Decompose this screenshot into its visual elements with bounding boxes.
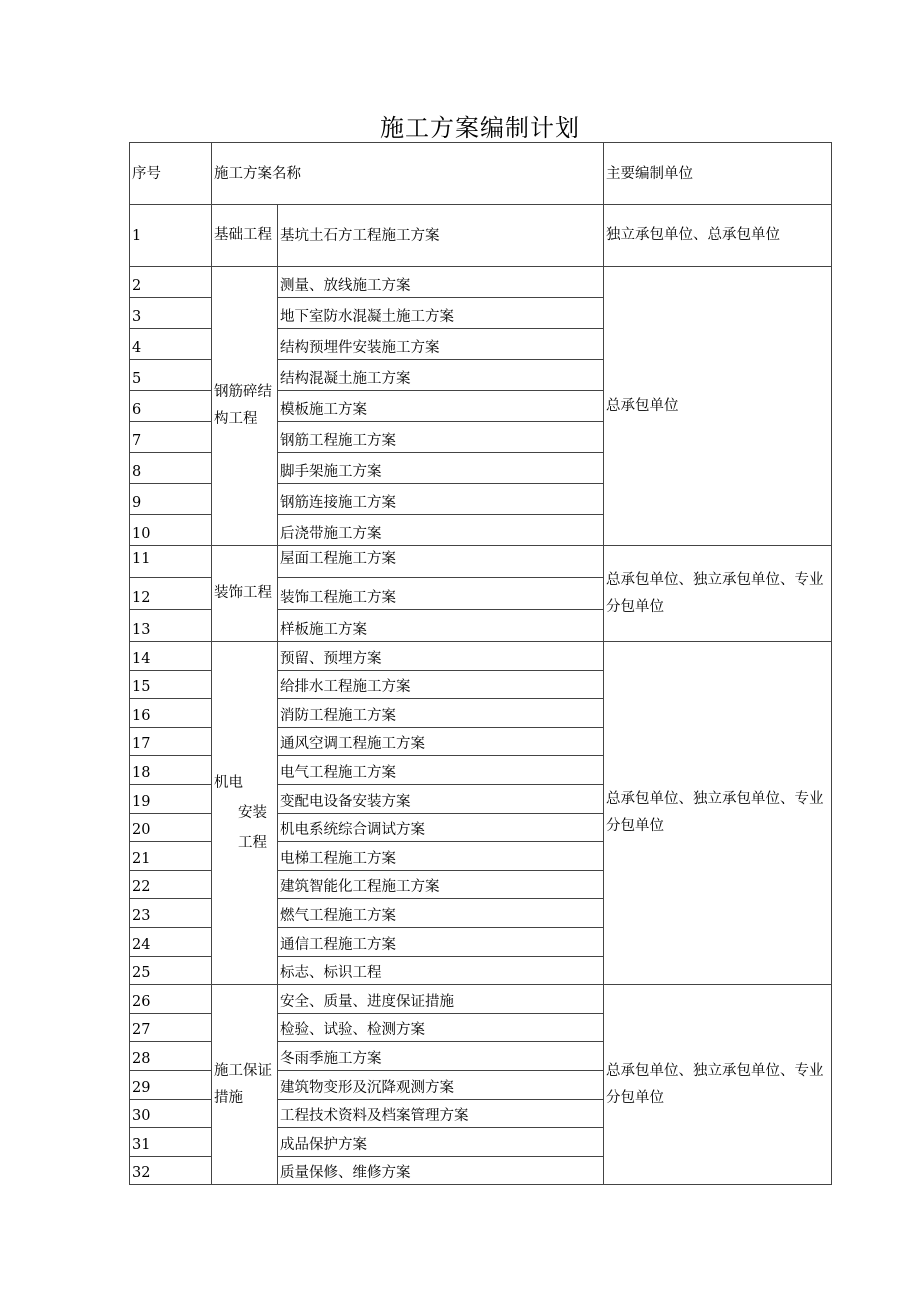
row-plan-name: 脚手架施工方案 — [278, 453, 604, 484]
table-row — [130, 642, 832, 671]
row-plan-name: 质量保修、维修方案 — [278, 1156, 604, 1185]
group-unit-decoration: 总承包单位、独立承包单位、专业分包单位 — [604, 546, 832, 642]
row-seq: 12 — [130, 578, 212, 610]
document-title: 施工方案编制计划 — [380, 114, 580, 142]
row-plan-name: 样板施工方案 — [278, 610, 604, 642]
row-plan-name: 消防工程施工方案 — [278, 699, 604, 728]
header-seq: 序号 — [130, 143, 212, 205]
row-seq: 27 — [130, 1013, 212, 1042]
row-plan-name: 电梯工程施工方案 — [278, 842, 604, 871]
row-seq: 1 — [130, 205, 212, 267]
table-row — [130, 267, 832, 298]
row-seq: 25 — [130, 956, 212, 985]
row-plan-name: 预留、预埋方案 — [278, 642, 604, 671]
table-row — [130, 985, 832, 1014]
row-plan-name: 通信工程施工方案 — [278, 927, 604, 956]
row-seq: 19 — [130, 784, 212, 813]
category-mep — [212, 642, 278, 985]
group-unit-guarantee: 总承包单位、独立承包单位、专业分包单位 — [604, 985, 832, 1185]
header-unit: 主要编制单位 — [604, 143, 832, 205]
row-plan-name: 建筑智能化工程施工方案 — [278, 870, 604, 899]
row-unit: 独立承包单位、总承包单位 — [604, 205, 832, 267]
row-plan-name: 给排水工程施工方案 — [278, 670, 604, 699]
row-seq: 16 — [130, 699, 212, 728]
row-plan-name: 标志、标识工程 — [278, 956, 604, 985]
row-seq: 13 — [130, 610, 212, 642]
table-row — [130, 546, 832, 578]
group-unit-mep: 总承包单位、独立承包单位、专业分包单位 — [604, 642, 832, 985]
group-unit-structure: 总承包单位 — [604, 267, 832, 546]
row-plan-name: 通风空调工程施工方案 — [278, 727, 604, 756]
row-plan-name: 测量、放线施工方案 — [278, 267, 604, 298]
category-guarantee-measures: 施工保证措施 — [212, 985, 278, 1185]
row-seq: 2 — [130, 267, 212, 298]
row-seq: 11 — [130, 546, 212, 578]
row-seq: 7 — [130, 422, 212, 453]
row-seq: 29 — [130, 1070, 212, 1099]
row-plan-name: 工程技术资料及档案管理方案 — [278, 1099, 604, 1128]
row-plan-name: 安全、质量、进度保证措施 — [278, 985, 604, 1014]
row-seq: 5 — [130, 360, 212, 391]
row-seq: 20 — [130, 813, 212, 842]
row-plan-name: 屋面工程施工方案 — [278, 546, 604, 578]
row-plan-name: 变配电设备安装方案 — [278, 784, 604, 813]
construction-plan-table — [129, 142, 832, 1185]
row-seq: 3 — [130, 298, 212, 329]
row-plan-name: 后浇带施工方案 — [278, 515, 604, 546]
row-seq: 15 — [130, 670, 212, 699]
row-plan-name: 冬雨季施工方案 — [278, 1042, 604, 1071]
row-plan-name: 基坑土石方工程施工方案 — [278, 205, 604, 267]
row-seq: 8 — [130, 453, 212, 484]
row-seq: 32 — [130, 1156, 212, 1185]
row-plan-name: 结构混凝土施工方案 — [278, 360, 604, 391]
row-plan-name: 装饰工程施工方案 — [278, 578, 604, 610]
table-header-row — [130, 143, 832, 205]
row-seq: 10 — [130, 515, 212, 546]
row-plan-name: 钢筋工程施工方案 — [278, 422, 604, 453]
row-seq: 26 — [130, 985, 212, 1014]
table-row — [130, 205, 832, 267]
row-plan-name: 成品保护方案 — [278, 1128, 604, 1157]
row-plan-name: 建筑物变形及沉降观测方案 — [278, 1070, 604, 1099]
category-mep-line: 工程 — [238, 835, 267, 852]
row-seq: 21 — [130, 842, 212, 871]
row-plan-name: 机电系统综合调试方案 — [278, 813, 604, 842]
row-seq: 17 — [130, 727, 212, 756]
row-plan-name: 钢筋连接施工方案 — [278, 484, 604, 515]
row-plan-name: 燃气工程施工方案 — [278, 899, 604, 928]
row-plan-name: 电气工程施工方案 — [278, 756, 604, 785]
row-seq: 23 — [130, 899, 212, 928]
row-plan-name: 地下室防水混凝土施工方案 — [278, 298, 604, 329]
category-decoration: 装饰工程 — [212, 546, 278, 642]
row-seq: 28 — [130, 1042, 212, 1071]
row-seq: 14 — [130, 642, 212, 671]
row-seq: 6 — [130, 391, 212, 422]
category-foundation: 基础工程 — [212, 205, 278, 267]
row-seq: 4 — [130, 329, 212, 360]
header-plan-name: 施工方案名称 — [212, 143, 604, 205]
row-seq: 18 — [130, 756, 212, 785]
category-mep-line: 安装 — [238, 805, 267, 822]
row-plan-name: 结构预埋件安装施工方案 — [278, 329, 604, 360]
category-mep-line: 机电 — [214, 775, 243, 792]
row-seq: 22 — [130, 870, 212, 899]
row-plan-name: 检验、试验、检测方案 — [278, 1013, 604, 1042]
row-seq: 31 — [130, 1128, 212, 1157]
row-seq: 24 — [130, 927, 212, 956]
row-seq: 9 — [130, 484, 212, 515]
row-plan-name: 模板施工方案 — [278, 391, 604, 422]
row-seq: 30 — [130, 1099, 212, 1128]
category-structure: 钢筋碎结构工程 — [212, 267, 278, 546]
